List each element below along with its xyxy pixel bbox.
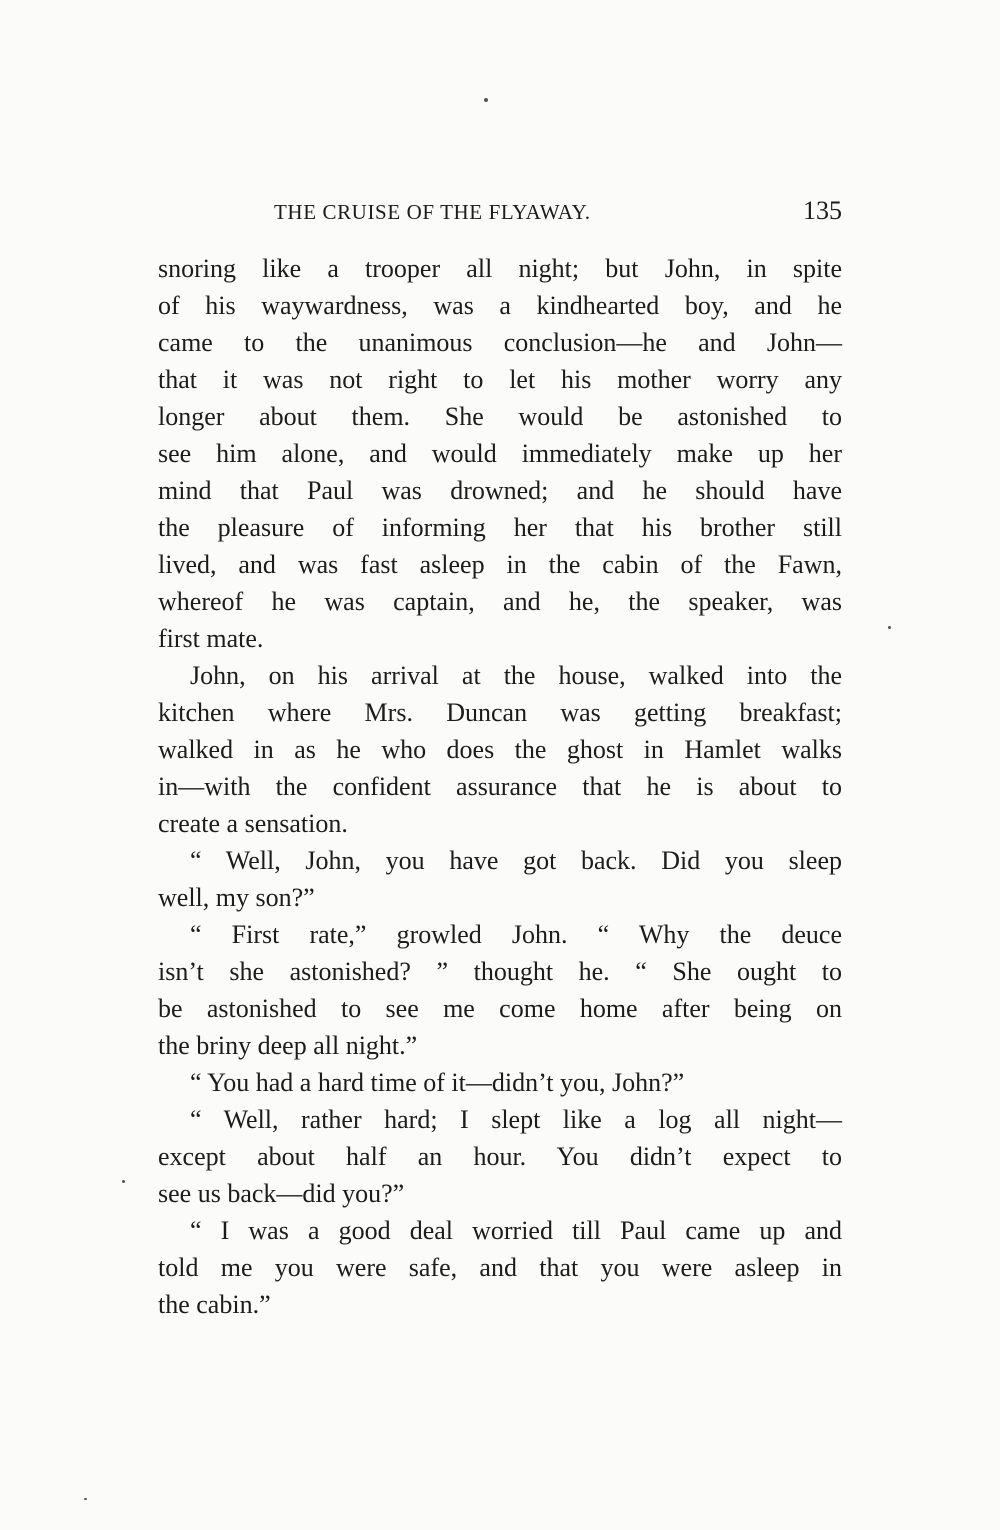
text-line: first mate.	[158, 624, 264, 653]
paragraph	[158, 657, 842, 842]
paragraph	[158, 250, 842, 657]
body-text	[158, 250, 842, 1323]
text-line: the cabin.”	[158, 1290, 271, 1319]
text-line: snoring like a trooper all night; but John, in spite	[158, 254, 842, 283]
paragraph	[158, 1064, 842, 1101]
text-line: kitchen where Mrs. Duncan was getting breakfast;	[158, 698, 842, 727]
page-header	[158, 196, 842, 234]
text-line: “ I was a good deal worried till Paul came up and	[190, 1216, 842, 1245]
text-line: walked in as he who does the ghost in Hamlet walks	[158, 735, 842, 764]
text-line: of his waywardness, was a kindhearted boy, and he	[158, 291, 842, 320]
paragraph	[158, 842, 842, 916]
text-line: “ First rate,” growled John. “ Why the deuce	[190, 920, 842, 949]
text-line: the briny deep all night.”	[158, 1031, 418, 1060]
text-line: isn’t she astonished? ” thought he. “ She ought to	[158, 957, 842, 986]
paragraph	[158, 916, 842, 1064]
page-number: 135	[803, 196, 842, 225]
text-line: came to the unanimous conclusion—he and John—	[158, 328, 842, 357]
text-line: told me you were safe, and that you were asleep in	[158, 1253, 842, 1282]
print-speck	[888, 626, 891, 629]
running-title: THE CRUISE OF THE FLYAWAY.	[274, 200, 591, 224]
text-line: that it was not right to let his mother worry any	[158, 365, 842, 394]
text-line: John, on his arrival at the house, walked into the	[190, 661, 842, 690]
text-line: lived, and was fast asleep in the cabin of the Fawn,	[158, 550, 842, 579]
text-line: except about half an hour. You didn’t expect to	[158, 1142, 842, 1171]
text-line: “ Well, rather hard; I slept like a log all night—	[190, 1105, 842, 1134]
paragraph	[158, 1212, 842, 1323]
text-line: create a sensation.	[158, 809, 348, 838]
text-line: be astonished to see me come home after being on	[158, 994, 842, 1023]
print-speck	[84, 1498, 87, 1500]
text-line: mind that Paul was drowned; and he should have	[158, 476, 842, 505]
text-line: in—with the confident assurance that he is about to	[158, 772, 842, 801]
text-line: whereof he was captain, and he, the speaker, was	[158, 587, 842, 616]
text-line: the pleasure of informing her that his brother still	[158, 513, 842, 542]
text-line: “ You had a hard time of it—didn’t you, John?”	[190, 1068, 685, 1097]
paragraph	[158, 1101, 842, 1212]
text-line: see him alone, and would immediately make up her	[158, 439, 842, 468]
text-line: “ Well, John, you have got back. Did you sleep	[190, 846, 842, 875]
print-speck	[484, 98, 488, 102]
text-line: see us back—did you?”	[158, 1179, 405, 1208]
text-line: longer about them. She would be astonished to	[158, 402, 842, 431]
text-line: well, my son?”	[158, 883, 315, 912]
print-speck	[122, 1180, 125, 1183]
